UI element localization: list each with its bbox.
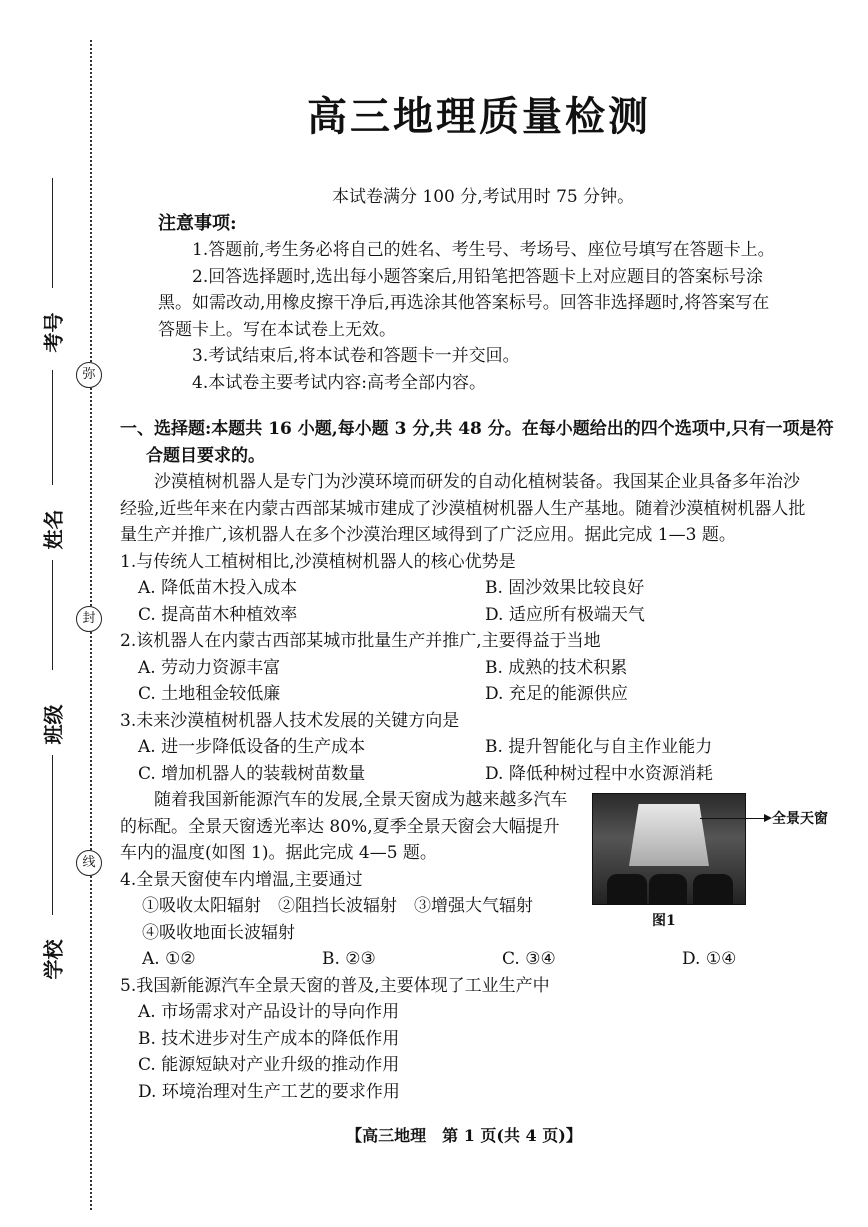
car-seat-middle — [649, 874, 687, 904]
q1-stem: 1.与传统人工植树相比,沙漠植树机器人的核心优势是 — [120, 551, 516, 572]
name-blank — [52, 370, 53, 485]
q5-option-a[interactable]: A. 市场需求对产品设计的导向作用 — [138, 1002, 400, 1022]
q4-option-a[interactable]: A. ①② — [142, 949, 196, 969]
q3-option-c[interactable]: C. 增加机器人的装载树苗数量 — [138, 763, 366, 784]
passage1-line-1: 沙漠植树机器人是专门为沙漠环境而研发的自动化植树装备。我国某企业具备多年治沙 — [154, 472, 800, 492]
q1-option-a[interactable]: A. 降低苗木投入成本 — [138, 578, 298, 598]
q3-options-row-1 — [120, 734, 832, 761]
passage2-line-1: 随着我国新能源汽车的发展,全景天窗成为越来越多汽车 — [154, 790, 568, 810]
q2-option-b[interactable]: B. 成熟的技术积累 — [485, 657, 628, 678]
seal-feng: 封 — [76, 606, 102, 632]
side-label-name: 姓名 — [41, 509, 66, 550]
notice-line-6: 4.本试卷主要考试内容:高考全部内容。 — [192, 372, 486, 393]
notice-heading: 注意事项: — [158, 212, 237, 234]
q4-option-d[interactable]: D. ①④ — [682, 949, 737, 969]
q2-options-row-2 — [120, 681, 832, 708]
q2-option-d[interactable]: D. 充足的能源供应 — [485, 684, 628, 704]
figure-1-sunroof-photo — [592, 793, 746, 905]
q4-items-line-1: ①吸收太阳辐射 ②阻挡长波辐射 ③增强大气辐射 — [142, 896, 533, 916]
seal-xian: 线 — [76, 850, 102, 876]
q4-option-c[interactable]: C. ③④ — [502, 949, 556, 969]
q5-option-d[interactable]: D. 环境治理对生产工艺的要求作用 — [138, 1081, 400, 1102]
q5-option-c[interactable]: C. 能源短缺对产业升级的推动作用 — [138, 1055, 400, 1075]
school-blank — [52, 755, 53, 915]
notice-line-3: 黑。如需改动,用橡皮擦干净后,再选涂其他答案标号。回答非选择题时,将答案写在 — [158, 293, 770, 313]
q3-options-row-2 — [120, 761, 832, 788]
figure-pointer-arrow — [700, 818, 770, 819]
section-heading-1: 一、选择题:本题共 16 小题,每小题 3 分,共 48 分。在每小题给出的四个选项中,只有一项是符 — [120, 419, 834, 439]
class-blank — [52, 560, 53, 670]
q3-option-a[interactable]: A. 进一步降低设备的生产成本 — [138, 737, 366, 757]
q4-options — [120, 946, 832, 973]
figure-caption: 图1 — [652, 913, 676, 929]
car-seat-right — [693, 874, 733, 904]
side-label-class: 班级 — [41, 704, 66, 745]
q5-stem: 5.我国新能源汽车全景天窗的普及,主要体现了工业生产中 — [120, 975, 550, 996]
passage2-line-2: 的标配。全景天窗透光率达 80%,夏季全景天窗会大幅提升 — [120, 816, 560, 837]
side-label-exam-number: 考号 — [41, 312, 66, 353]
section-heading-2: 合题目要求的。 — [146, 445, 265, 466]
seal-mi: 弥 — [76, 362, 102, 388]
page-title: 高三地理质量检测 — [307, 93, 651, 140]
figure-label: 全景天窗 — [772, 811, 828, 827]
side-label-school: 学校 — [41, 939, 66, 980]
notice-line-1: 1.答题前,考生务必将自己的姓名、考生号、考场号、座位号填写在答题卡上。 — [192, 240, 775, 260]
notice-block — [120, 184, 832, 396]
q1-option-b[interactable]: B. 固沙效果比较良好 — [485, 578, 645, 598]
q2-stem: 2.该机器人在内蒙古西部某城市批量生产并推广,主要得益于当地 — [120, 631, 601, 651]
passage1-line-2: 经验,近些年来在内蒙古西部某城市建成了沙漠植树机器人生产基地。随着沙漠植树机器人批 — [120, 498, 806, 519]
q1-options-row-1 — [120, 575, 832, 602]
q3-option-b[interactable]: B. 提升智能化与自主作业能力 — [485, 737, 713, 757]
notice-line-5: 3.考试结束后,将本试卷和答题卡一并交回。 — [192, 346, 520, 366]
q5-option-b[interactable]: B. 技术进步对生产成本的降低作用 — [138, 1028, 400, 1049]
passage2-line-3: 车内的温度(如图 1)。据此完成 4—5 题。 — [120, 843, 437, 863]
q1-option-c[interactable]: C. 提高苗木种植效率 — [138, 604, 298, 625]
section-1 — [120, 416, 832, 1105]
q2-option-c[interactable]: C. 土地租金较低廉 — [138, 684, 281, 704]
page-footer: 【高三地理 第 1 页(共 4 页)】 — [346, 1126, 582, 1145]
passage1-line-3: 量生产并推广,该机器人在多个沙漠治理区域得到了广泛应用。据此完成 1—3 题。 — [120, 525, 736, 545]
exam-info: 本试卷满分 100 分,考试用时 75 分钟。 — [332, 187, 635, 207]
q2-options-row-1 — [120, 655, 832, 682]
q2-option-a[interactable]: A. 劳动力资源丰富 — [138, 657, 281, 678]
q1-option-d[interactable]: D. 适应所有极端天气 — [485, 604, 645, 625]
exam-number-blank — [52, 178, 53, 288]
notice-line-2: 2.回答选择题时,选出每小题答案后,用铅笔把答题卡上对应题目的答案标号涂 — [192, 266, 764, 287]
q1-options-row-2 — [120, 602, 832, 629]
car-seat-left — [607, 874, 647, 904]
q4-items-line-2: ④吸收地面长波辐射 — [142, 922, 295, 943]
q4-option-b[interactable]: B. ②③ — [322, 949, 376, 969]
q4-stem: 4.全景天窗使车内增温,主要通过 — [120, 869, 363, 890]
sunroof-glass — [629, 804, 709, 866]
q3-option-d[interactable]: D. 降低种树过程中水资源消耗 — [485, 763, 713, 784]
notice-line-4: 答题卡上。写在本试卷上无效。 — [158, 319, 396, 340]
q3-stem: 3.未来沙漠植树机器人技术发展的关键方向是 — [120, 710, 460, 731]
